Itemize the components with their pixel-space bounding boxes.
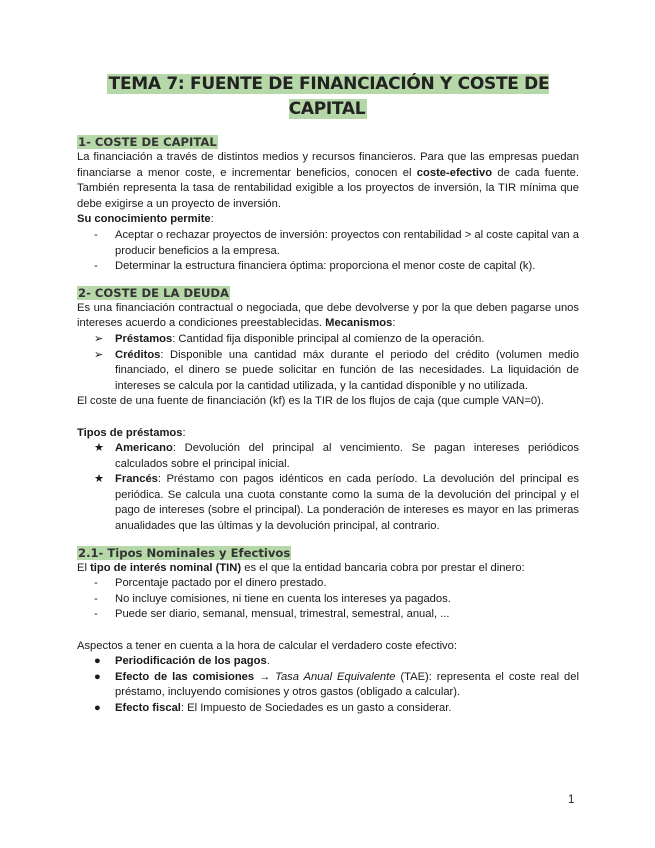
list-tin [77,576,579,623]
list-item: - No incluye comisiones, ni tiene en cuenta los intereses ya pagados. [77,592,579,608]
list-item: ● Efecto de las comisiones → Tasa Anual Equivalente (TAE): representa el coste real del préstamo, incluyendo comisiones y otros gastos (obligado a calcular). [94,670,579,699]
arrow-marker-icon: ➢ [94,332,104,345]
paragraph-coste-deuda: Es una financiación contractual o negociada, que debe devolverse y por la que deben pagarse unos intereses acuerdo a condiciones preestablecidas. Mecanismos: [77,301,579,330]
dash-marker: - [94,608,98,621]
star-marker-icon: ★ [94,442,105,455]
bullet-marker-icon: ● [94,702,101,714]
list-item: ● Periodificación de los pagos. [77,654,579,670]
page-title: TEMA 7: FUENTE DE FINANCIACIÓN Y COSTE DE CAPITAL [108,74,550,119]
dash-marker: - [94,228,98,241]
subheading-conocimiento: Su conocimiento permite: [77,213,214,226]
list-item: ➢ Préstamos: Cantidad fija disponible principal al comienzo de la operación. [77,332,579,348]
list-item: ➢ Créditos: Disponible una cantidad máx durante el periodo del crédito (volumen medio financiado, el dinero se puede solicitar en función de las necesidades. La liquidación de intereses se calcula por la cantidad utilizada, y la cantidad disponible y no utilizada. [94,348,579,392]
dash-marker: - [94,577,98,590]
list-item: ★ Americano: Devolución del principal al vencimiento. Se pagan intereses periódicos calculados sobre el principal inicial. [94,442,579,470]
document-page [77,72,579,717]
dash-marker: - [94,592,98,605]
bullet-marker-icon: ● [94,655,101,668]
paragraph-aspectos: Aspectos a tener en cuenta a la hora de calcular el verdadero coste efectivo: [77,639,457,652]
list-mecanismos [77,332,579,394]
arrow-marker-icon: ➢ [94,348,104,361]
subheading-tipos-prestamos: Tipos de préstamos: [77,426,186,439]
paragraph-coste-capital: La financiación a través de distintos medios y recursos financieros. Para que las empresas puedan financiarse a menor coste, e incrementar beneficios, conocen el coste-efectivo de cada fuente. También representa la tasa de rentabilidad exigible a los proyectos de inversión, la TIR mínima que debe exigirse a un proyecto de inversión. [77,151,579,210]
dash-marker: - [94,260,98,273]
list-aspectos [77,654,579,716]
star-marker-icon: ★ [94,473,105,486]
list-item: - Determinar la estructura financiera óptima: proporciona el menor coste de capital (k). [77,259,579,275]
list-item: ● Efecto fiscal: El Impuesto de Sociedades es un gasto a considerar. [77,701,579,717]
list-item: - Puede ser diario, semanal, mensual, trimestral, semestral, anual, ... [77,607,579,623]
section-heading-coste-capital: 1- COSTE DE CAPITAL [78,135,217,149]
bullet-marker-icon: ● [94,670,101,683]
list-item: ★ Francés: Préstamo con pagos idénticos en cada período. La devolución del principal es periódica. Se calcula una cuota constante como la suma de la devolución del principal y el pago de intereses (sobre el principal). La ponderación de intereses es mayor en las primeras anualidades que las últimas y la devolución principal, al contrario. [94,473,579,533]
paragraph-tin: El tipo de interés nominal (TIN) es el que la entidad bancaria cobra por prestar el dinero: [77,561,525,574]
list-item: - Porcentaje pactado por el dinero prestado. [77,576,579,592]
paragraph-coste-fuente: El coste de una fuente de financiación (kf) es la TIR de los flujos de caja (que cumple VAN=0). [77,395,544,408]
arrow-right-icon: → [254,670,276,683]
list-tipos-prestamos [77,441,579,535]
page-number: 1 [568,794,575,806]
section-heading-tipos-nominales: 2.1- Tipos Nominales y Efectivos [78,545,291,560]
list-conocimiento [77,228,579,275]
section-heading-coste-deuda: 2- COSTE DE LA DEUDA [78,285,230,300]
list-item: - Aceptar o rechazar proyectos de inversión: proyectos con rentabilidad > al coste capital van a producir beneficios a la empresa. [94,228,579,257]
